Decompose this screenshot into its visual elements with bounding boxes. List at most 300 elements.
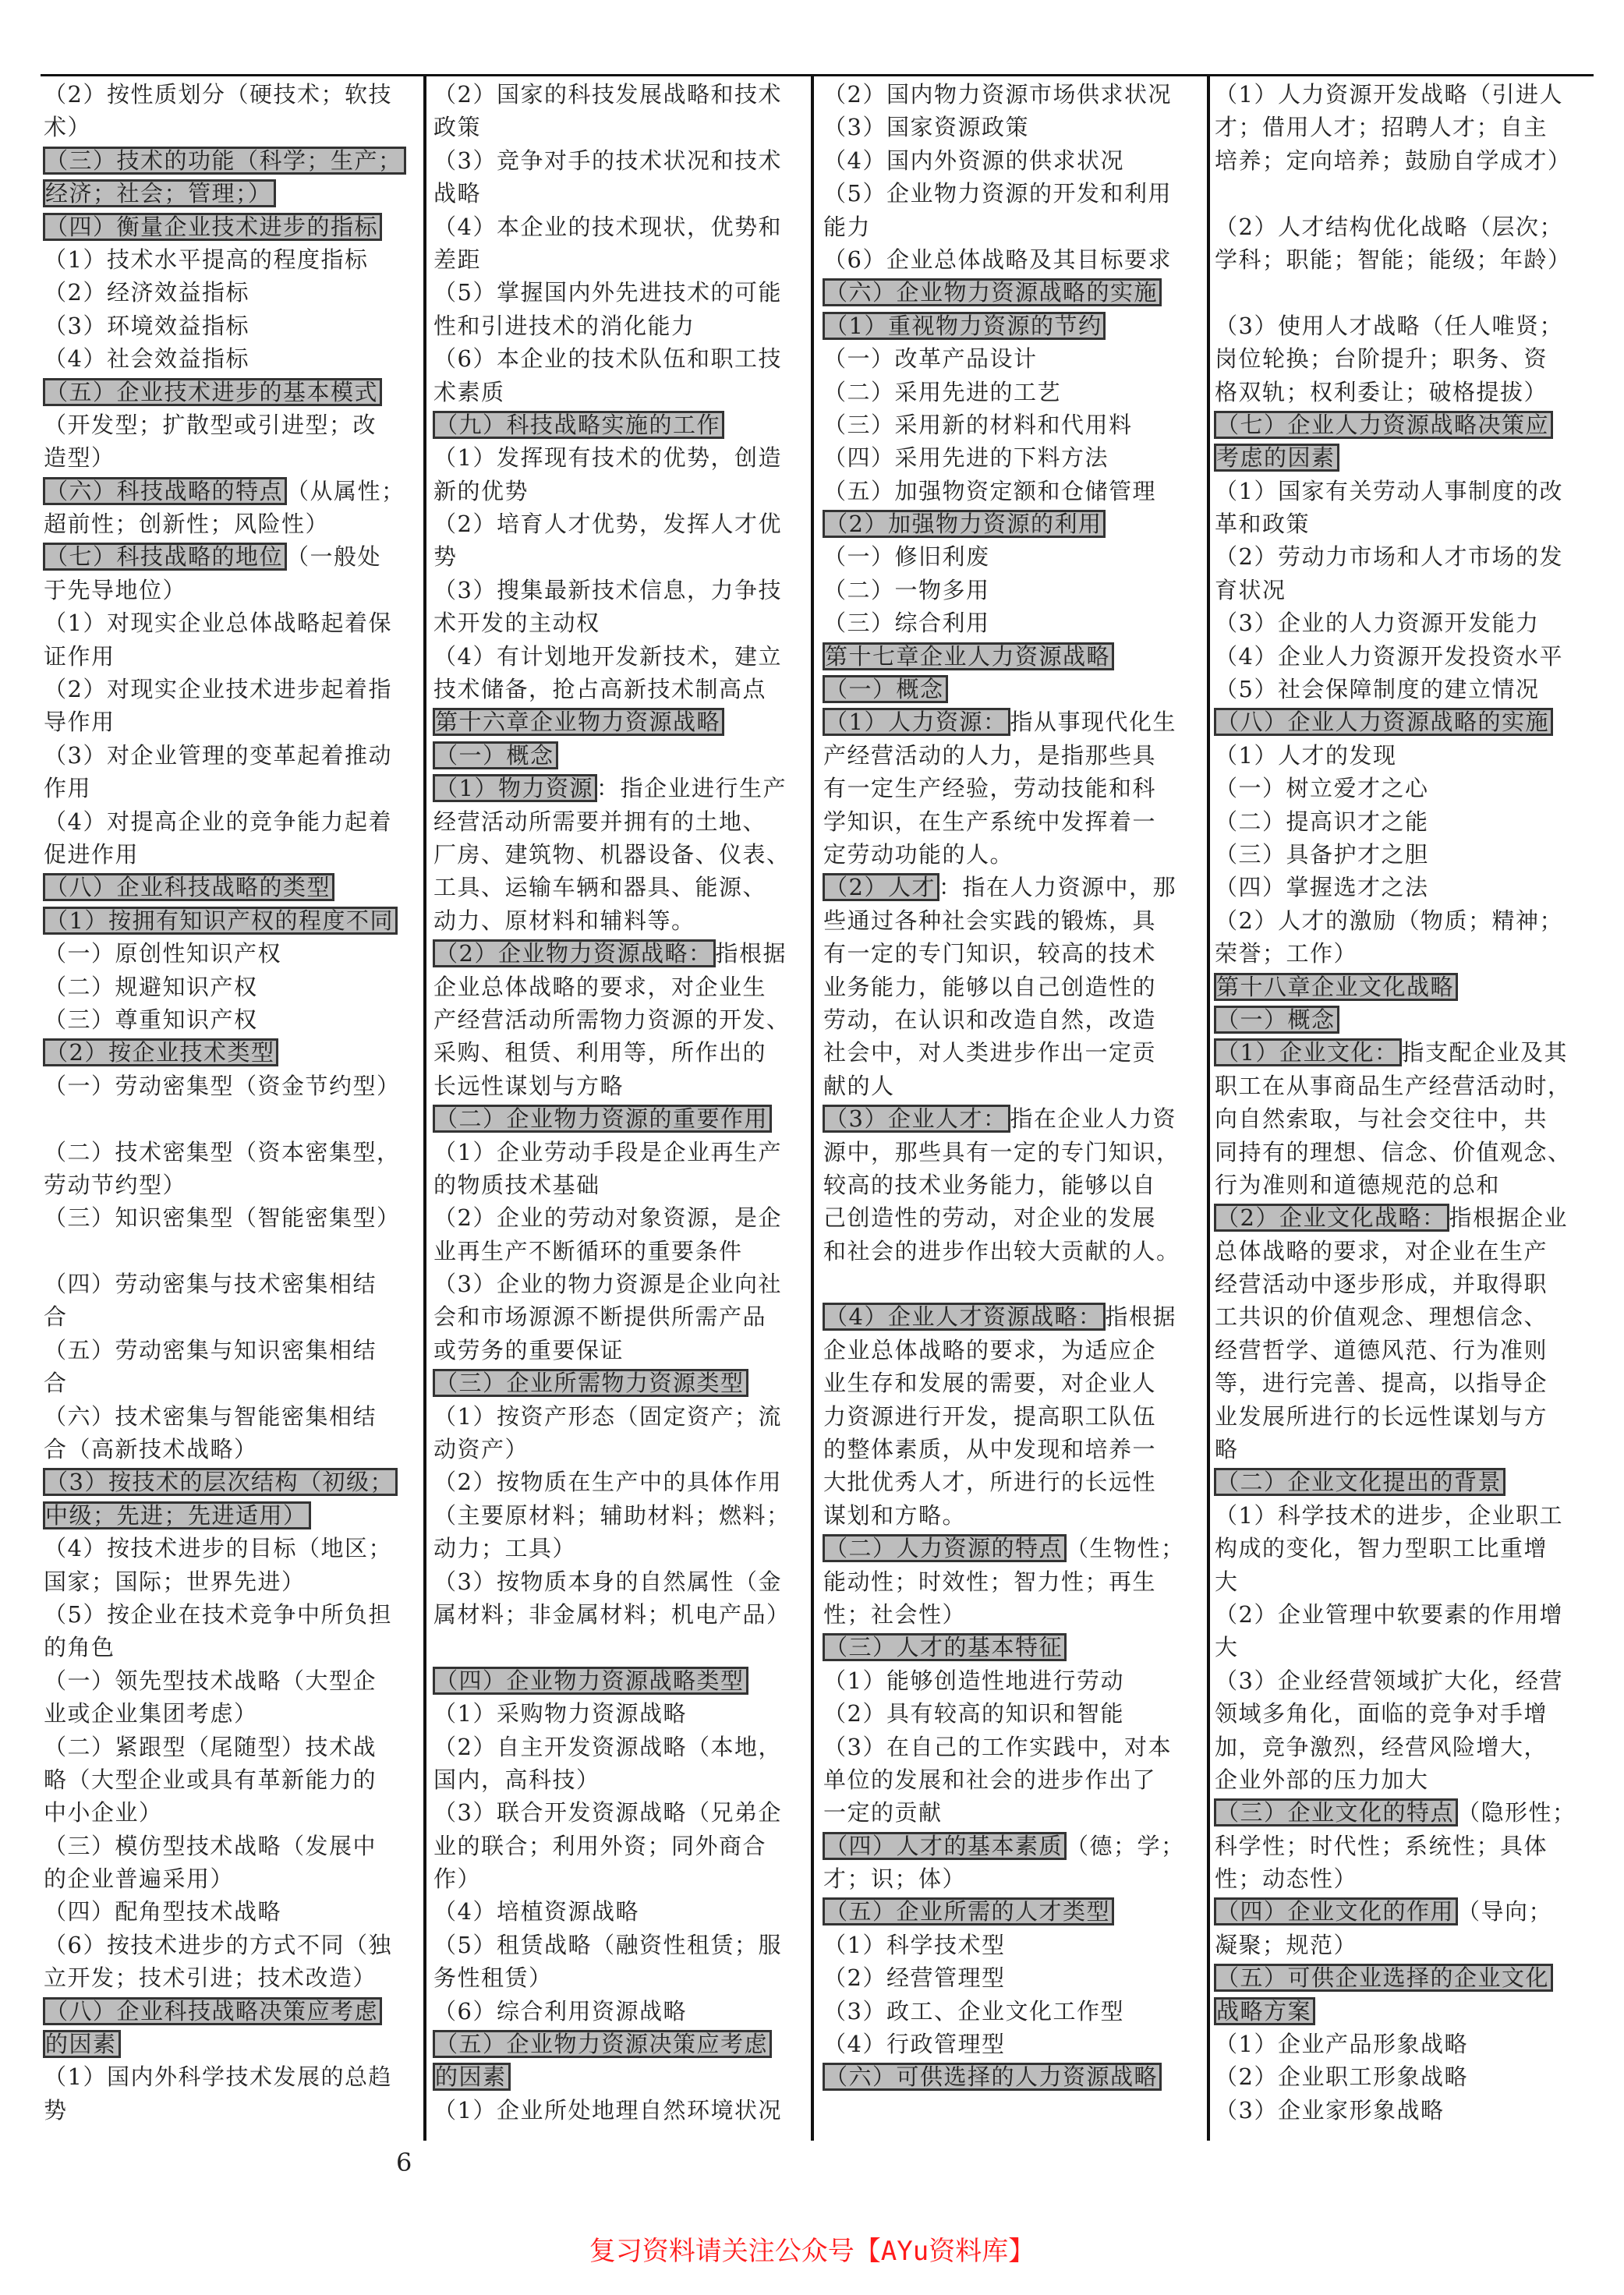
text-line xyxy=(823,1201,1198,1234)
text-line xyxy=(1215,1664,1589,1697)
line-text: 向自然索取，与社会交往中，共 xyxy=(1215,1105,1548,1133)
line-text: 革和政策 xyxy=(1215,511,1311,538)
text-line xyxy=(44,1664,418,1697)
text-line xyxy=(823,1929,1198,1961)
line-text: （1）国内外科学技术发展的总趋 xyxy=(44,2063,392,2091)
line-text: （3）搜集最新技术信息，力争技 xyxy=(433,576,782,603)
text-line xyxy=(433,441,804,474)
highlighted-heading: （七）科技战略的地位 xyxy=(44,543,286,570)
text-line xyxy=(44,1400,418,1433)
line-text: （2）企业职工形象战略 xyxy=(1215,2063,1468,2091)
highlighted-heading: （1）重视物力资源的节约 xyxy=(823,313,1105,339)
text-line xyxy=(433,2094,804,2127)
text-line xyxy=(44,1697,418,1730)
text-line xyxy=(823,904,1198,937)
text-line xyxy=(823,177,1198,210)
text-line xyxy=(1215,1201,1589,1234)
text-line xyxy=(44,210,418,243)
text-line xyxy=(1215,2060,1589,2093)
line-text: 于先导地位） xyxy=(44,576,187,603)
blank-line xyxy=(44,1235,418,1268)
line-text: ：指在人力资源中，那 xyxy=(938,874,1176,901)
line-text: （4）社会效益指标 xyxy=(44,345,249,373)
text-line xyxy=(44,2060,418,2093)
highlighted-heading: （1）按拥有知识产权的程度不同 xyxy=(44,907,397,934)
line-text: （3）环境效益指标 xyxy=(44,312,249,339)
line-text: 经营活动所需要并拥有的土地、 xyxy=(433,808,767,835)
line-text: 科学性；时代性；系统性；具体 xyxy=(1215,1832,1548,1859)
text-line xyxy=(823,1169,1198,1201)
line-text: （开发型；扩散型或引进型；改 xyxy=(44,411,377,438)
line-text: 业生存和发展的需要，对企业人 xyxy=(823,1370,1157,1397)
line-text: 性和引进技术的消化能力 xyxy=(433,312,695,339)
text-line xyxy=(433,144,804,177)
line-text: 指支配企业及其 xyxy=(1401,1039,1568,1066)
text-line xyxy=(1215,1929,1589,1961)
line-text: （6）综合利用资源战略 xyxy=(433,1997,687,2024)
line-text: 构成的变化，智力型职工比重增 xyxy=(1215,1535,1548,1562)
text-line xyxy=(44,1565,418,1598)
text-line xyxy=(44,376,418,408)
highlighted-heading: （四）企业物力资源战略类型 xyxy=(433,1667,748,1694)
text-line xyxy=(44,971,418,1003)
text-line xyxy=(1215,1862,1589,1895)
column-1 xyxy=(44,78,418,2127)
text-line xyxy=(1215,309,1589,342)
text-line xyxy=(1215,1499,1589,1532)
line-text: 的角色 xyxy=(44,1634,115,1661)
text-line xyxy=(44,1532,418,1565)
line-text: （二）技术密集型（资本密集型， xyxy=(44,1138,401,1165)
text-line xyxy=(1215,507,1589,540)
highlighted-heading: （九）科技战略实施的工作 xyxy=(433,412,724,438)
text-line xyxy=(433,1731,804,1763)
line-text: 力资源进行开发，提高职工队伍 xyxy=(823,1402,1157,1430)
line-text: 差距 xyxy=(433,246,482,273)
line-text: 岗位轮换；台阶提升；职务、资 xyxy=(1215,345,1548,373)
text-line xyxy=(433,871,804,904)
text-line xyxy=(433,1565,804,1598)
line-text: 势 xyxy=(433,543,458,571)
text-line xyxy=(44,1201,418,1234)
text-line xyxy=(44,606,418,639)
line-text: 的物质技术基础 xyxy=(433,1171,600,1198)
line-text: （2）企业的劳动对象资源，是企 xyxy=(433,1204,782,1232)
text-line xyxy=(823,606,1198,639)
line-text: 势 xyxy=(44,2096,68,2123)
text-line xyxy=(823,1796,1198,1829)
text-line xyxy=(433,1334,804,1367)
text-line xyxy=(823,1036,1198,1069)
line-text: 工共识的价值观念、理想信念、 xyxy=(1215,1303,1548,1331)
line-text: 企业总体战略的要求，为适应企 xyxy=(823,1336,1157,1363)
line-text: （五）劳动密集与知识密集相结 xyxy=(44,1336,377,1363)
line-text: 产经营活动所需物力资源的开发、 xyxy=(433,1006,791,1033)
line-text: 指从事现代化生 xyxy=(1010,709,1176,736)
line-text: 有一定的专门知识，较高的技术 xyxy=(823,940,1157,967)
text-line xyxy=(433,606,804,639)
highlighted-heading: 的因素 xyxy=(433,2063,510,2090)
text-line xyxy=(823,1499,1198,1532)
text-line xyxy=(44,2094,418,2127)
line-text: （2）具有较高的知识和智能 xyxy=(823,1700,1124,1727)
text-line xyxy=(44,705,418,738)
text-line xyxy=(1215,1300,1589,1333)
line-text: （1）对现实企业总体战略起着保 xyxy=(44,610,392,637)
text-line xyxy=(823,309,1198,342)
line-text: 指根据 xyxy=(1105,1303,1176,1331)
line-text: （2）劳动力市场和人才市场的发 xyxy=(1215,543,1563,571)
highlighted-heading: 经济；社会；管理；） xyxy=(44,180,275,207)
text-line xyxy=(1215,2094,1589,2127)
line-text: （导向； xyxy=(1457,1898,1553,1925)
line-text: （4）企业人力资源开发投资水平 xyxy=(1215,642,1563,670)
text-line xyxy=(44,1499,418,1532)
line-text: 育状况 xyxy=(1215,576,1286,603)
highlighted-heading: （四）衡量企业技术进步的指标 xyxy=(44,214,381,240)
line-text: 产经营活动的人力，是指那些具 xyxy=(823,741,1157,769)
line-text: 凝聚；规范） xyxy=(1215,1931,1358,1958)
text-line xyxy=(823,1830,1198,1862)
line-text: （主要原材料；辅助材料；燃料； xyxy=(433,1501,791,1529)
line-text: 经营哲学、道德风范、行为准则 xyxy=(1215,1336,1548,1363)
line-text: （一）修旧利废 xyxy=(823,543,990,571)
line-text: 劳动，在认识和改造自然，改造 xyxy=(823,1006,1157,1033)
highlighted-heading: （三）人才的基本特征 xyxy=(823,1634,1066,1660)
text-line xyxy=(44,144,418,177)
text-line xyxy=(433,309,804,342)
line-text: 格双轨；权利委让；破格提拔） xyxy=(1215,378,1548,405)
line-text: 能力 xyxy=(823,213,872,240)
line-text: （从属性； xyxy=(286,477,405,504)
text-line xyxy=(44,1895,418,1928)
column-divider-2 xyxy=(811,75,814,2141)
line-text: 谋划和方略。 xyxy=(823,1501,967,1529)
line-text: 指在企业人力资 xyxy=(1010,1105,1176,1133)
text-line xyxy=(44,1136,418,1169)
text-line xyxy=(44,1433,418,1466)
text-line xyxy=(44,1268,418,1300)
line-text: （1）企业劳动手段是企业再生产 xyxy=(433,1138,782,1165)
line-text: 业或企业集团考虑） xyxy=(44,1700,258,1727)
column-2 xyxy=(433,78,804,2127)
highlighted-heading: （4）企业人才资源战略： xyxy=(823,1303,1105,1330)
text-line xyxy=(44,1003,418,1036)
line-text: （二）规避知识产权 xyxy=(44,973,258,1000)
text-line xyxy=(44,441,418,474)
text-line xyxy=(823,408,1198,441)
text-line xyxy=(44,1763,418,1796)
text-line xyxy=(1215,111,1589,143)
text-line xyxy=(1215,1598,1589,1631)
text-line xyxy=(1215,1895,1589,1928)
blank-line xyxy=(823,1268,1198,1300)
highlighted-heading: 的因素 xyxy=(44,2031,120,2057)
highlighted-heading: （六）可供选择的人力资源战略 xyxy=(823,2063,1161,2090)
text-line xyxy=(823,739,1198,772)
line-text: （2）经营管理型 xyxy=(823,1964,1006,1992)
text-line xyxy=(823,1763,1198,1796)
line-text: （3）对企业管理的变革起着推动 xyxy=(44,741,392,769)
footer-note: 复习资料请关注公众号【AYu资料库】 xyxy=(589,2236,1035,2267)
text-line xyxy=(433,475,804,507)
line-text: （3）企业经营领域扩大化，经营 xyxy=(1215,1667,1563,1694)
line-text: （三）采用新的材料和代用料 xyxy=(823,411,1133,438)
text-line xyxy=(44,739,418,772)
text-line xyxy=(1215,475,1589,507)
line-text: （4）国内外资源的供求状况 xyxy=(823,147,1124,174)
text-line xyxy=(1215,1102,1589,1135)
line-text: 企业外部的压力加大 xyxy=(1215,1766,1429,1793)
line-text: （2）按物质在生产中的具体作用 xyxy=(433,1469,782,1496)
line-text: 厂房、建筑物、机器设备、仪表、 xyxy=(433,840,791,868)
text-line xyxy=(823,441,1198,474)
text-line xyxy=(823,705,1198,738)
line-text: 技术储备，抢占高新技术制高点 xyxy=(433,676,767,703)
highlighted-heading: 第十七章企业人力资源战略 xyxy=(823,643,1113,670)
line-text: 献的人 xyxy=(823,1072,895,1099)
text-line xyxy=(823,2060,1198,2093)
text-line xyxy=(433,507,804,540)
text-line xyxy=(823,1300,1198,1333)
line-text: （6）按技术进步的方式不同（独 xyxy=(44,1931,392,1958)
highlighted-heading: （三）技术的功能（科学；生产； xyxy=(44,147,405,174)
line-text: （4）培植资源战略 xyxy=(433,1898,639,1925)
text-line xyxy=(44,309,418,342)
line-text: 经营活动中逐步形成，并取得职 xyxy=(1215,1271,1548,1298)
text-line xyxy=(1215,1830,1589,1862)
line-text: （一）原创性知识产权 xyxy=(44,940,282,967)
line-text: （三）知识密集型（智能密集型） xyxy=(44,1204,401,1232)
text-line xyxy=(433,1136,804,1169)
text-line xyxy=(433,111,804,143)
blank-line xyxy=(433,1631,804,1664)
highlighted-heading: （二）企业文化提出的背景 xyxy=(1215,1469,1505,1495)
line-text: 工具、运输车辆和器具、能源、 xyxy=(433,874,767,901)
line-text: 战略 xyxy=(433,180,482,207)
line-text: （三）模仿型技术战略（发展中 xyxy=(44,1832,377,1859)
text-line xyxy=(433,376,804,408)
text-line xyxy=(823,475,1198,507)
line-text: （2）按性质划分（硬技术；软技 xyxy=(44,81,392,108)
line-text: （二）紧跟型（尾随型）技术战 xyxy=(44,1733,377,1760)
highlighted-heading: （2）加强物力资源的利用 xyxy=(823,511,1105,537)
text-line xyxy=(823,507,1198,540)
line-text: 单位的发展和社会的进步作出了 xyxy=(823,1766,1157,1793)
line-text: 才；借用人才；招聘人才；自主 xyxy=(1215,114,1548,141)
text-line xyxy=(433,1929,804,1961)
text-line xyxy=(44,78,418,111)
text-line xyxy=(823,78,1198,111)
text-line xyxy=(433,640,804,673)
text-line xyxy=(1215,1334,1589,1367)
line-text: （1）人力资源开发战略（引进人 xyxy=(1215,81,1563,108)
text-line xyxy=(433,1433,804,1466)
highlighted-heading: （六）企业物力资源战略的实施 xyxy=(823,279,1161,306)
text-line xyxy=(433,1862,804,1895)
text-line xyxy=(823,1995,1198,2028)
line-text: 同持有的理想、信念、价值观念、 xyxy=(1215,1138,1572,1165)
top-rule xyxy=(41,74,1594,76)
line-text: （德；学； xyxy=(1066,1832,1185,1859)
text-line xyxy=(1215,1731,1589,1763)
highlighted-heading: （五）企业物力资源决策应考虑 xyxy=(433,2031,771,2057)
line-text: 较高的技术业务能力，能够以自 xyxy=(823,1171,1157,1198)
line-text: 作） xyxy=(433,1865,482,1893)
highlighted-heading: 战略方案 xyxy=(1215,1998,1314,2024)
text-line xyxy=(1215,376,1589,408)
line-text: （4）按技术进步的目标（地区； xyxy=(44,1535,392,1562)
line-text: （1）科学技术的进步，企业职工 xyxy=(1215,1501,1563,1529)
text-line xyxy=(433,705,804,738)
text-line xyxy=(823,376,1198,408)
text-line xyxy=(433,540,804,573)
text-line xyxy=(433,1003,804,1036)
line-text: （四）劳动密集与技术密集相结 xyxy=(44,1271,377,1298)
text-line xyxy=(1215,1995,1589,2028)
column-4 xyxy=(1215,78,1589,2127)
line-text: （1）科学技术型 xyxy=(823,1931,1006,1958)
text-line xyxy=(44,805,418,838)
highlighted-heading: （五）企业技术进步的基本模式 xyxy=(44,379,381,405)
text-line xyxy=(1215,673,1589,705)
text-line xyxy=(823,1003,1198,1036)
line-text: 政策 xyxy=(433,114,482,141)
text-line xyxy=(1215,1367,1589,1399)
line-text: 学科；职能；智能；能级；年龄） xyxy=(1215,246,1572,273)
text-line xyxy=(823,673,1198,705)
highlighted-heading: （八）企业科技战略决策应考虑 xyxy=(44,1998,381,2024)
line-text: （1）能够创造性地进行劳动 xyxy=(823,1667,1124,1694)
line-text: 些通过各种社会实践的锻炼，具 xyxy=(823,907,1157,934)
line-text: （5）企业物力资源的开发和利用 xyxy=(823,180,1172,207)
text-line xyxy=(44,1169,418,1201)
text-line xyxy=(1215,838,1589,871)
text-line xyxy=(433,1466,804,1498)
highlighted-heading: （3）企业人才： xyxy=(823,1105,1010,1132)
text-line xyxy=(823,1433,1198,1466)
text-line xyxy=(823,1697,1198,1730)
text-line xyxy=(44,540,418,573)
highlighted-heading: （1）企业文化： xyxy=(1215,1039,1401,1066)
text-line xyxy=(433,1664,804,1697)
line-text: （5）按企业在技术竞争中所负担 xyxy=(44,1600,392,1628)
text-line xyxy=(823,1235,1198,1268)
highlighted-heading: 考虑的因素 xyxy=(1215,444,1339,471)
text-line xyxy=(823,838,1198,871)
text-line xyxy=(44,1995,418,2028)
text-line xyxy=(823,111,1198,143)
line-text: 作用 xyxy=(44,775,92,802)
highlighted-heading: （2）按企业技术类型 xyxy=(44,1039,278,1066)
line-text: 指根据企业 xyxy=(1449,1204,1568,1232)
text-line xyxy=(1215,871,1589,904)
line-text: （一）树立爱才之心 xyxy=(1215,775,1429,802)
highlighted-heading: （一）概念 xyxy=(823,676,947,702)
line-text: 领域多角化，面临的竞争对手增 xyxy=(1215,1700,1548,1727)
highlighted-heading: （3）按技术的层次结构（初级； xyxy=(44,1469,397,1495)
text-line xyxy=(1215,78,1589,111)
line-text: 劳动节约型） xyxy=(44,1171,187,1198)
line-text: （3）使用人才战略（任人唯贤； xyxy=(1215,312,1563,339)
text-line xyxy=(433,177,804,210)
highlighted-heading: （2）人才 xyxy=(823,874,939,900)
line-text: （三）具备护才之胆 xyxy=(1215,840,1429,868)
highlighted-heading: （八）企业科技战略的类型 xyxy=(44,874,334,900)
line-text: 社会中，对人类进步作出一定贡 xyxy=(823,1039,1157,1066)
text-line xyxy=(823,1367,1198,1399)
highlighted-heading: （1）人力资源： xyxy=(823,709,1010,735)
blank-line xyxy=(1215,177,1589,210)
text-line xyxy=(44,177,418,210)
line-text: 造型） xyxy=(44,444,115,472)
text-line xyxy=(433,1201,804,1234)
line-text: （6）企业总体战略及其目标要求 xyxy=(823,246,1172,273)
text-line xyxy=(1215,540,1589,573)
text-line xyxy=(1215,1631,1589,1664)
text-line xyxy=(433,937,804,970)
line-text: （5）社会保障制度的建立情况 xyxy=(1215,676,1540,703)
text-line xyxy=(433,1400,804,1433)
text-line xyxy=(433,1070,804,1102)
text-line xyxy=(823,805,1198,838)
text-line xyxy=(433,1499,804,1532)
highlighted-heading: （二）企业物力资源的重要作用 xyxy=(433,1105,771,1132)
text-line xyxy=(1215,1136,1589,1169)
line-text: 职工在从事商品生产经营活动时， xyxy=(1215,1072,1572,1099)
text-line xyxy=(44,1367,418,1399)
text-line xyxy=(823,1136,1198,1169)
text-line xyxy=(823,1565,1198,1598)
text-line xyxy=(823,1070,1198,1102)
line-text: 中小企业） xyxy=(44,1799,163,1826)
text-line xyxy=(44,507,418,540)
text-line xyxy=(433,1763,804,1796)
line-text: 长远性谋划与方略 xyxy=(433,1072,624,1099)
text-line xyxy=(1215,640,1589,673)
line-text: 导作用 xyxy=(44,709,115,736)
line-text: （1）企业产品形象战略 xyxy=(1215,2031,1468,2058)
text-line xyxy=(823,276,1198,309)
text-line xyxy=(44,1334,418,1367)
line-text: （2）国家的科技发展战略和技术 xyxy=(433,81,782,108)
text-line xyxy=(1215,1003,1589,1036)
text-line xyxy=(823,1862,1198,1895)
line-text: 术） xyxy=(44,114,92,141)
line-text: 略（大型企业或具有革新能力的 xyxy=(44,1766,377,1793)
text-line xyxy=(823,2028,1198,2060)
line-text: 能动性；时效性；智力性；再生 xyxy=(823,1568,1157,1595)
text-line xyxy=(1215,904,1589,937)
text-line xyxy=(823,640,1198,673)
text-line xyxy=(1215,971,1589,1003)
line-text: （一）改革产品设计 xyxy=(823,345,1038,373)
text-line xyxy=(1215,805,1589,838)
text-line xyxy=(1215,1268,1589,1300)
text-line xyxy=(1215,1466,1589,1498)
line-text: （3）竞争对手的技术状况和技术 xyxy=(433,147,782,174)
line-text: 荣誉；工作） xyxy=(1215,940,1358,967)
text-line xyxy=(1215,1796,1589,1829)
text-line xyxy=(433,1102,804,1135)
line-text: 动力、原材料和辅料等。 xyxy=(433,907,695,934)
text-line xyxy=(44,342,418,375)
text-line xyxy=(823,1731,1198,1763)
line-text: （四）掌握选才之法 xyxy=(1215,874,1429,901)
text-line xyxy=(433,243,804,276)
text-line xyxy=(1215,1433,1589,1466)
text-line xyxy=(823,210,1198,243)
